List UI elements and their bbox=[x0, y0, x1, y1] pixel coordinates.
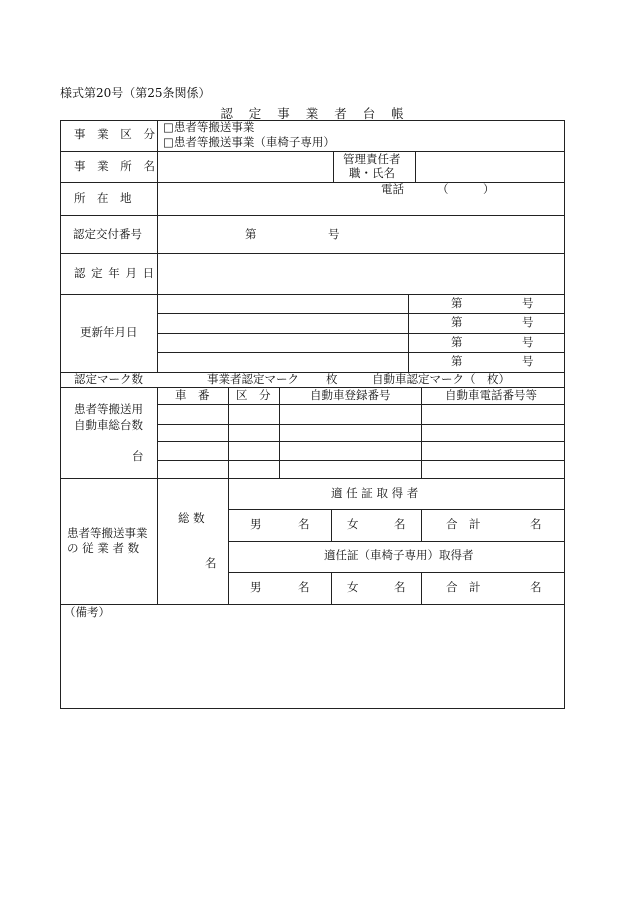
business-mark-label: 事業者認定マーク bbox=[207, 372, 299, 386]
qualified-female-label: 女 bbox=[347, 517, 359, 531]
vehicle-grid-line bbox=[157, 441, 565, 442]
manager-label-line2: 職・氏名 bbox=[349, 166, 395, 180]
cert-number-suffix: 号 bbox=[328, 227, 340, 241]
wheelchair-male-label: 男 bbox=[250, 580, 262, 594]
vehicle-mark-unit: 枚） bbox=[487, 372, 510, 386]
vehicle-count-unit: 台 bbox=[132, 449, 144, 463]
manager-label-line1: 管理責任者 bbox=[343, 152, 401, 166]
vehicle-grid-line bbox=[279, 387, 280, 478]
cell-divider bbox=[415, 151, 416, 182]
table-border bbox=[60, 120, 61, 708]
phone-label: 電話 bbox=[381, 182, 404, 196]
renewal-divider bbox=[408, 294, 409, 372]
vehicle-grid-line bbox=[157, 424, 565, 425]
remarks-label: （備考） bbox=[64, 605, 110, 619]
wheelchair-total-label: 合 計 bbox=[446, 580, 481, 594]
qualified-male-label: 男 bbox=[250, 517, 262, 531]
staff-grid-line bbox=[421, 572, 422, 604]
staff-grid-line bbox=[331, 572, 332, 604]
staff-label-line2: の 従 業 者 数 bbox=[67, 541, 140, 555]
row-divider bbox=[60, 604, 565, 605]
table-border bbox=[60, 120, 565, 121]
vehicle-count-label-line2: 自動車総台数 bbox=[74, 418, 143, 432]
vehicle-count-label-line1: 患者等搬送用 bbox=[74, 402, 143, 416]
staff-grid-line bbox=[228, 541, 565, 542]
business-type-option-standard[interactable]: □患者等搬送事業 bbox=[163, 120, 255, 134]
qualified-total-label: 合 計 bbox=[446, 517, 481, 531]
business-type-label: 事 業 区 分 bbox=[74, 127, 159, 141]
vehicle-grid-line bbox=[157, 460, 565, 461]
renewal-prefix: 第 bbox=[451, 296, 463, 310]
renewal-prefix: 第 bbox=[451, 335, 463, 349]
renewal-divider bbox=[157, 313, 565, 314]
cert-number-label: 認定交付番号 bbox=[73, 227, 142, 241]
vehicle-header-registration: 自動車登録番号 bbox=[310, 388, 391, 402]
renewal-divider bbox=[157, 333, 565, 334]
staff-total-unit: 名 bbox=[205, 556, 217, 570]
wheelchair-total-unit: 名 bbox=[530, 580, 542, 594]
phone-area-code-parens: （ ） bbox=[437, 182, 495, 196]
table-border bbox=[564, 120, 565, 708]
vehicle-mark-label: 自動車認定マーク（ bbox=[372, 372, 476, 386]
staff-label-line1: 患者等搬送事業 bbox=[67, 526, 148, 540]
cert-number-prefix: 第 bbox=[245, 227, 257, 241]
renewal-divider bbox=[157, 352, 565, 353]
staff-total-label: 総 数 bbox=[178, 511, 205, 525]
vehicle-grid-line bbox=[421, 387, 422, 478]
cert-date-label: 認 定 年 月 日 bbox=[74, 266, 156, 280]
renewal-suffix: 号 bbox=[522, 354, 534, 368]
qualified-male-unit: 名 bbox=[298, 517, 310, 531]
vehicle-header-phone: 自動車電話番号等 bbox=[445, 388, 537, 402]
marks-label: 認定マーク数 bbox=[74, 372, 143, 386]
wheelchair-female-label: 女 bbox=[347, 580, 359, 594]
renewal-suffix: 号 bbox=[522, 315, 534, 329]
row-divider bbox=[60, 215, 565, 216]
wheelchair-female-unit: 名 bbox=[394, 580, 406, 594]
label-column-divider bbox=[157, 387, 158, 604]
address-label: 所 在 地 bbox=[74, 191, 132, 205]
qualified-female-unit: 名 bbox=[394, 517, 406, 531]
document-title: 認 定 事 業 者 台 帳 bbox=[220, 106, 410, 121]
business-type-option-wheelchair[interactable]: □患者等搬送事業（車椅子専用） bbox=[163, 135, 335, 149]
table-border bbox=[60, 708, 565, 709]
renewal-prefix: 第 bbox=[451, 354, 463, 368]
wheelchair-header: 適任証（車椅子専用）取得者 bbox=[324, 548, 474, 562]
row-divider bbox=[60, 151, 565, 152]
row-divider bbox=[60, 478, 565, 479]
staff-grid-line bbox=[421, 509, 422, 541]
qualified-total-unit: 名 bbox=[530, 517, 542, 531]
renewal-suffix: 号 bbox=[522, 335, 534, 349]
qualified-header: 適 任 証 取 得 者 bbox=[331, 486, 419, 500]
row-divider bbox=[60, 294, 565, 295]
cell-divider bbox=[333, 151, 334, 182]
vehicle-header-number: 車 番 bbox=[175, 388, 210, 402]
renewal-label: 更新年月日 bbox=[80, 325, 138, 339]
row-divider bbox=[60, 253, 565, 254]
wheelchair-male-unit: 名 bbox=[298, 580, 310, 594]
staff-grid-line bbox=[228, 509, 565, 510]
staff-grid-line bbox=[228, 572, 565, 573]
vehicle-grid-line bbox=[228, 387, 229, 478]
renewal-prefix: 第 bbox=[451, 315, 463, 329]
vehicle-grid-line bbox=[157, 404, 565, 405]
vehicle-header-category: 区 分 bbox=[236, 388, 271, 402]
form-number: 様式第20号（第25条関係） bbox=[60, 86, 211, 100]
renewal-suffix: 号 bbox=[522, 296, 534, 310]
staff-grid-line bbox=[331, 509, 332, 541]
label-column-divider bbox=[157, 120, 158, 372]
business-mark-unit: 枚 bbox=[326, 372, 338, 386]
office-name-label: 事 業 所 名 bbox=[74, 159, 159, 173]
